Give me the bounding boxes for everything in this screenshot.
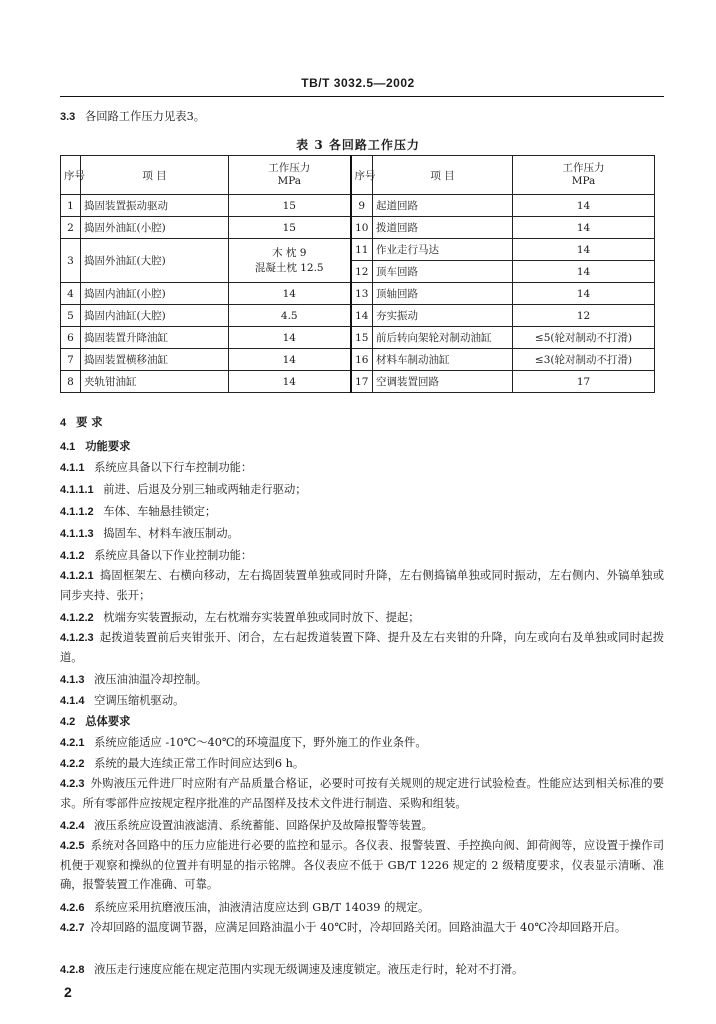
- table-row: [61, 283, 655, 305]
- left-value: 14: [229, 371, 351, 393]
- section-4-2-6: [60, 898, 664, 918]
- left-no: 3: [61, 239, 81, 283]
- left-no: 1: [61, 195, 81, 217]
- section-text: 要 求: [76, 415, 103, 429]
- section-number: 4.1.1.2: [60, 506, 94, 518]
- table-row: [61, 195, 655, 217]
- right-no: 9: [351, 195, 373, 217]
- section-4-2-3: [60, 774, 664, 813]
- left-item: 捣固外油缸(小腔): [81, 217, 229, 239]
- section-4-2-8: [60, 960, 664, 980]
- section-4-1-4: [60, 691, 664, 711]
- header-pressure-2-unit: MPa: [571, 175, 596, 187]
- left-item: 捣固内油缸(大腔): [81, 305, 229, 327]
- table-row: [61, 217, 655, 239]
- right-value: 14: [513, 239, 655, 261]
- right-item: 前后转向架轮对制动油缸: [373, 327, 513, 349]
- section-text: 系统对各回路中的压力应能进行必要的监控和显示。各仪表、报警装置、手控换向阀、卸荷阀等，应设置于操作司机便于观察和操纵的位置并有明显的指示铭牌。各仪表应不低于 GB/T 1226 规定的 2 级精度要求，仪表显示清晰、准确，报警装置工作准确、可靠。: [60, 839, 664, 891]
- intro-paragraph: [60, 107, 664, 127]
- section-number: 4.1.2.2: [60, 612, 94, 624]
- section-number: 4.1.1: [60, 462, 85, 474]
- right-value: 14: [513, 261, 655, 283]
- right-item: 材料车制动油缸: [373, 349, 513, 371]
- header-pressure: [229, 156, 351, 195]
- left-value: 15: [229, 195, 351, 217]
- pressure-table: [60, 155, 655, 393]
- table-row: [61, 327, 655, 349]
- section-4-1-2: [60, 546, 664, 566]
- section-text: 车体、车轴悬挂锁定；: [103, 505, 217, 518]
- right-value: 14: [513, 217, 655, 239]
- section-text: 捣固框架左、右横向移动，左右捣固装置单独或同时升降，左右侧捣镐单独或同时振动，左右侧内、外镐单独或同步夹持、张开；: [60, 569, 664, 602]
- section-4-2-7: [60, 918, 664, 938]
- section-4-1-heading: [60, 437, 664, 457]
- table-row: [61, 349, 655, 371]
- section-number: 4.2.5: [60, 840, 85, 852]
- left-item: 夹轨钳油缸: [81, 371, 229, 393]
- section-4-1-2-1: [60, 566, 664, 605]
- right-item: 拨道回路: [373, 217, 513, 239]
- section-text: 液压走行速度应能在规定范围内实现无级调速及速度锁定。液压走行时，轮对不打滑。: [94, 963, 524, 976]
- section-number: 4.2.4: [60, 820, 85, 832]
- section-number: 4.2.6: [60, 902, 85, 914]
- left-value: 4.5: [229, 305, 351, 327]
- section-number: 4.2.8: [60, 964, 85, 976]
- section-4-1-1-2: [60, 502, 664, 522]
- right-no: 12: [351, 261, 373, 283]
- left-no: 7: [61, 349, 81, 371]
- section-4-2-4: [60, 816, 664, 836]
- right-no: 15: [351, 327, 373, 349]
- document-code-header: TB/T 3032.5—2002: [301, 76, 415, 90]
- header-pressure-2: [513, 156, 655, 195]
- right-no: 11: [351, 239, 373, 261]
- header-seq-2: 序号: [351, 156, 373, 195]
- section-text: 起拨道装置前后夹钳张开、闭合，左右起拨道装置下降、提升及左右夹钳的升降，向左或向右及单独或同时起拨道。: [60, 631, 664, 664]
- section-text: 前进、后退及分别三轴或两轴走行驱动；: [103, 483, 307, 496]
- table-row: [61, 239, 655, 261]
- right-item: 顶车回路: [373, 261, 513, 283]
- left-no: 2: [61, 217, 81, 239]
- left-item: 捣固装置升降油缸: [81, 327, 229, 349]
- section-number: 4: [60, 417, 67, 429]
- right-item: 起道回路: [373, 195, 513, 217]
- section-number: 4.2.1: [60, 737, 85, 749]
- section-number: 4.1.2: [60, 550, 85, 562]
- right-item: 夯实振动: [373, 305, 513, 327]
- page-number: 2: [64, 984, 72, 1000]
- left-no: 5: [61, 305, 81, 327]
- section-text: 总体要求: [85, 714, 131, 728]
- section-text: 捣固车、材料车液压制动。: [103, 527, 239, 540]
- right-item: 空调装置回路: [373, 371, 513, 393]
- section-number: 4.1: [60, 441, 76, 453]
- right-value: 14: [513, 283, 655, 305]
- header-rule: [60, 96, 664, 97]
- section-number: 4.2: [60, 716, 76, 728]
- right-no: 16: [351, 349, 373, 371]
- section-4-heading: [60, 413, 664, 433]
- left-item: 捣固内油缸(小腔): [81, 283, 229, 305]
- right-item: 顶轴回路: [373, 283, 513, 305]
- right-item: 作业走行马达: [373, 239, 513, 261]
- section-text: 空调压缩机驱动。: [94, 694, 185, 707]
- left-value-line2: 混凝土枕 12.5: [254, 261, 324, 274]
- right-value: ≤5(轮对制动不打滑): [513, 327, 655, 349]
- left-item: 捣固外油缸(大腔): [81, 239, 229, 283]
- section-text: 系统应采用抗磨液压油，油液清洁度应达到 GB/T 14039 的规定。: [94, 901, 430, 914]
- section-4-1-1: [60, 458, 664, 478]
- section-4-1-1-3: [60, 524, 664, 544]
- section-text: 功能要求: [85, 439, 131, 453]
- section-text: 系统应具备以下行车控制功能：: [94, 461, 253, 474]
- section-4-1-1-1: [60, 480, 664, 500]
- header-item: 项 目: [81, 156, 229, 195]
- right-value: 12: [513, 305, 655, 327]
- section-4-2-1: [60, 733, 664, 753]
- table-row: [61, 371, 655, 393]
- section-number: 4.1.2.1: [60, 570, 94, 582]
- section-number: 4.1.1.1: [60, 484, 94, 496]
- section-4-1-3: [60, 670, 664, 690]
- left-item: 捣固装置横移油缸: [81, 349, 229, 371]
- section-number: 4.2.2: [60, 758, 85, 770]
- right-value: 17: [513, 371, 655, 393]
- left-value-multi: [229, 239, 351, 283]
- section-number: 4.2.7: [60, 922, 85, 934]
- section-text: 系统应能适应 -10℃～40℃的环境温度下，野外施工的作业条件。: [94, 736, 427, 749]
- left-value-line1: 木 枕 9: [272, 246, 307, 259]
- section-number: 4.1.1.3: [60, 528, 94, 540]
- left-value: 14: [229, 327, 351, 349]
- section-4-2-5: [60, 836, 664, 894]
- intro-number: 3.3: [60, 111, 76, 123]
- left-no: 6: [61, 327, 81, 349]
- section-number: 4.1.4: [60, 695, 85, 707]
- right-no: 10: [351, 217, 373, 239]
- section-text: 外购液压元件进厂时应附有产品质量合格证，必要时可按有关规则的规定进行试验检查。性能应达到相关标准的要求。所有零部件应按规定程序批准的产品图样及技术文件进行制造、采购和组装。: [60, 777, 664, 810]
- section-text: 系统的最大连续正常工作时间应达到6 h。: [94, 757, 305, 770]
- header-pressure-unit: MPa: [277, 175, 302, 187]
- left-item: 捣固装置振动驱动: [81, 195, 229, 217]
- section-number: 4.1.2.3: [60, 632, 94, 644]
- header-pressure-2-label: 工作压力: [562, 162, 605, 174]
- section-4-2-2: [60, 754, 664, 774]
- section-number: 4.2.3: [60, 778, 85, 790]
- right-value: ≤3(轮对制动不打滑): [513, 349, 655, 371]
- section-text: 枕端夯实装置振动，左右枕端夯实装置单独或同时放下、提起；: [103, 611, 420, 624]
- table-header-row: [61, 156, 655, 195]
- section-text: 冷却回路的温度调节器，应满足回路油温小于 40℃时，冷却回路关闭。回路油温大于 40℃冷却回路开启。: [90, 921, 627, 934]
- right-no: 17: [351, 371, 373, 393]
- section-4-1-2-2: [60, 608, 664, 628]
- section-text: 系统应具备以下作业控制功能：: [94, 549, 253, 562]
- section-number: 4.1.3: [60, 674, 85, 686]
- left-no: 8: [61, 371, 81, 393]
- left-value: 15: [229, 217, 351, 239]
- header-seq: 序号: [61, 156, 81, 195]
- section-text: 液压系统应设置油液滤清、系统蓄能、回路保护及故障报警等装置。: [94, 819, 433, 832]
- header-item-2: 项 目: [373, 156, 513, 195]
- section-4-2-heading: [60, 712, 664, 732]
- section-text: 液压油油温冷却控制。: [94, 673, 208, 686]
- intro-text: 各回路工作压力见表3。: [84, 110, 206, 123]
- right-value: 14: [513, 195, 655, 217]
- table-title: 表 3 各回路工作压力: [296, 138, 420, 152]
- left-value: 14: [229, 349, 351, 371]
- left-value: 14: [229, 283, 351, 305]
- header-pressure-label: 工作压力: [268, 162, 311, 174]
- table-row: [61, 305, 655, 327]
- right-no: 13: [351, 283, 373, 305]
- right-no: 14: [351, 305, 373, 327]
- section-4-1-2-3: [60, 628, 664, 667]
- left-no: 4: [61, 283, 81, 305]
